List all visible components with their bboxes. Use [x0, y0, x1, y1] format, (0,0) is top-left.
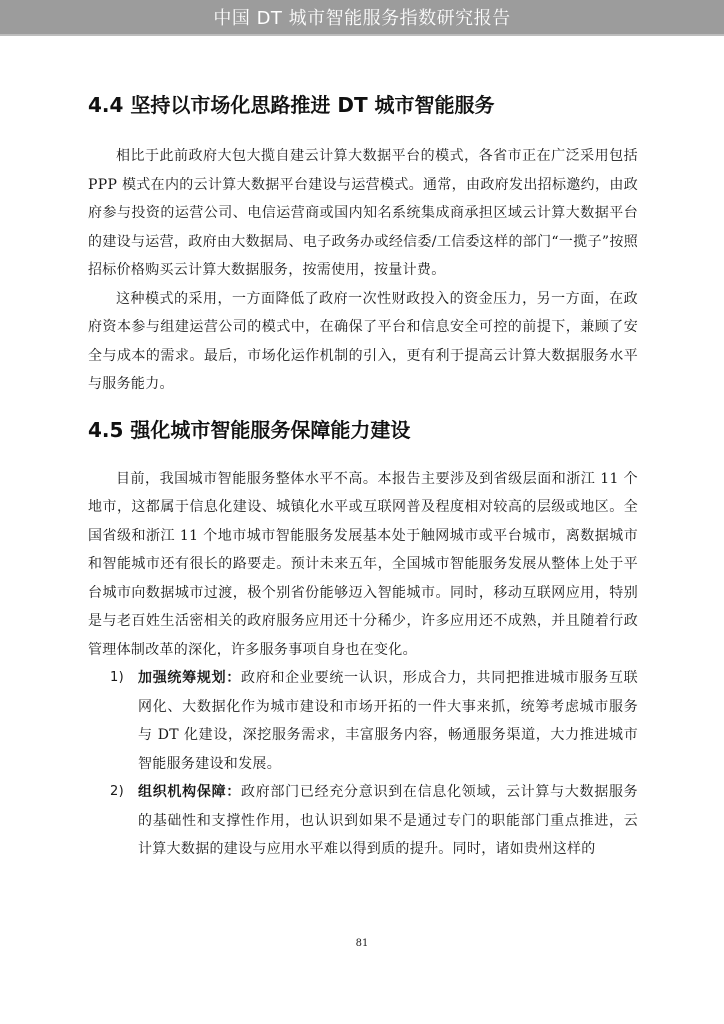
- page-content: [88, 90, 638, 864]
- running-header: [0, 0, 724, 36]
- list-text: [138, 664, 638, 778]
- list-number: 1): [110, 670, 124, 685]
- section-heading-4-5: 4.5 强化城市智能服务保障能力建设: [88, 417, 411, 442]
- report-title: 中国 DT 城市智能服务指数研究报告: [213, 8, 511, 29]
- list-item-title: 组织机构保障：: [138, 784, 242, 800]
- list-item-title: 加强统筹规划：: [138, 670, 242, 686]
- list-item-body: 政府和企业要统一认识，形成合力，共同把推进城市服务互联网化、大数据化作为城市建设和市场开拓的一件大事来抓，统筹考虑城市服务与 DT 化建设，深挖服务需求，丰富服务内容，畅通服务渠道，大力推进城市智能服务建设和发展。: [138, 670, 638, 772]
- page-number: 81: [355, 938, 369, 949]
- list-item: [88, 664, 638, 778]
- list-item: [88, 778, 638, 864]
- paragraph: 相比于此前政府大包大揽自建云计算大数据平台的模式，各省市正在广泛采用包括 PPP 模式在内的云计算大数据平台建设与运营模式。通常，由政府发出招标邀约，由政府参与投资的运营公司、电信运营商或国内知名系统集成商承担区域云计算大数据平台的建设与运营，政府由大数据局、电子政务办或经信委/工信委这样的部门“一揽子”按照招标价格购买云计算大数据服务，按需使用，按量计费。: [88, 148, 638, 278]
- list-number: 2): [110, 784, 124, 799]
- paragraph: 这种模式的采用，一方面降低了政府一次性财政投入的资金压力，另一方面，在政府资本参与组建运营公司的模式中，在确保了平台和信息安全可控的前提下，兼顾了安全与成本的需求。最后，市场化运作机制的引入，更有利于提高云计算大数据服务水平与服务能力。: [88, 290, 638, 392]
- section-heading-4-4: 4.4 坚持以市场化思路推进 DT 城市智能服务: [88, 93, 495, 117]
- paragraph: 目前，我国城市智能服务整体水平不高。本报告主要涉及到省级层面和浙江 11 个地市，这都属于信息化建设、城镇化水平或互联网普及程度相对较高的层级或地区。全国省级和浙江 11 个地市城市智能服务发展基本处于触网城市或平台城市，离数据城市和智能城市还有很长的路要走。预计未来五年，全国城市智能服务发展从整体上处于平台城市向数据城市过渡，极个别省份能够迈入智能城市。同时，移动互联网应用，特别是与老百姓生活密相关的政府服务应用还十分稀少，许多应用还不成熟，并且随着行政管理体制改革的深化，许多服务事项自身也在变化。: [88, 470, 638, 658]
- list-text: [138, 778, 638, 864]
- list-item-body: 政府部门已经充分意识到在信息化领域，云计算与大数据服务的基础性和支撑性作用，也认识到如果不是通过专门的职能部门重点推进，云计算大数据的建设与应用水平难以得到质的提升。同时，诸如贵州这样的: [138, 784, 638, 857]
